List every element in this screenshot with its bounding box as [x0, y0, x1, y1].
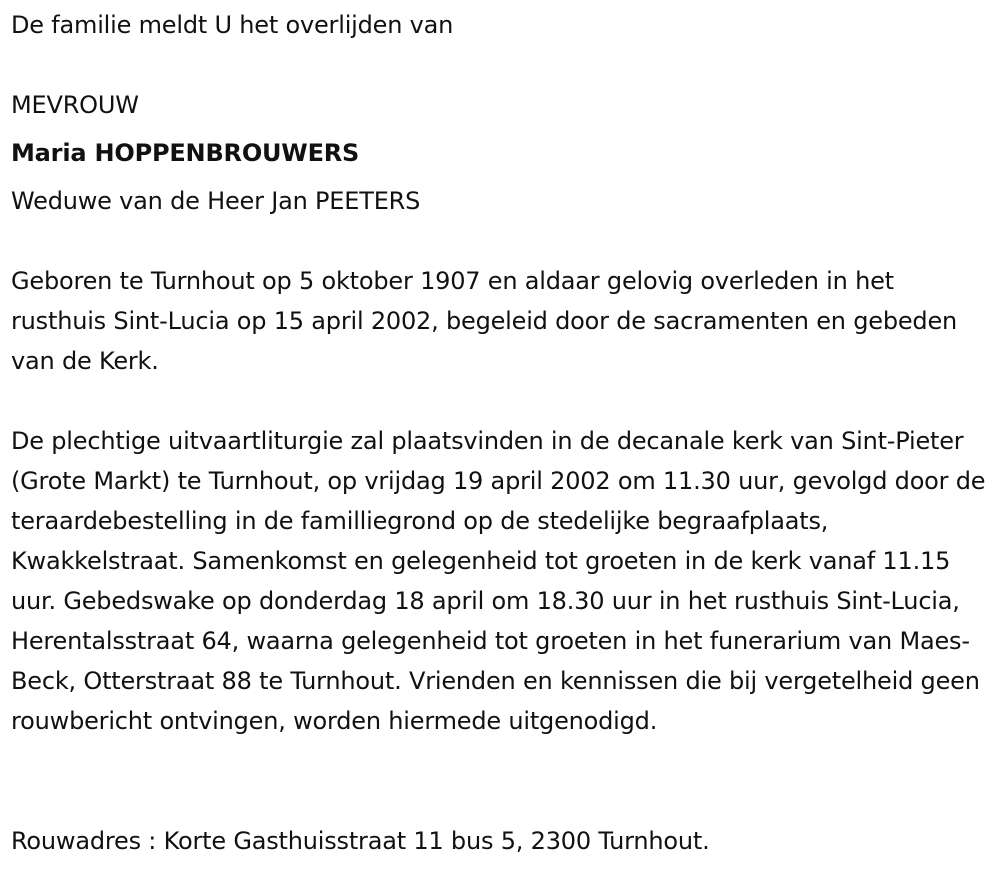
- birth-death-paragraph: Geboren te Turnhout op 5 oktober 1907 en aldaar gelovig overleden in het rusthuis Sint-Lucia op 15 april 2002, begeleid door de sacramenten en gebeden van de Kerk.: [11, 267, 958, 375]
- mourning-address: Rouwadres : Korte Gasthuisstraat 11 bus 5, 2300 Turnhout.: [11, 827, 710, 855]
- funeral-paragraph: De plechtige uitvaartliturgie zal plaatsvinden in de decanale kerk van Sint-Pieter (Grote Markt) te Turnhout, op vrijdag 19 april 2002 om 11.30 uur, gevolgd door de teraardebestelling in de familliegrond op de stedelijke begraafplaats, Kwakkelstraat. Samenkomst en gelegenheid tot groeten in de kerk vanaf 11.15 uur. Gebedswake op donderdag 18 april om 18.30 uur in het rusthuis Sint-Lucia, Herentalsstraat 64, waarna gelegenheid tot groeten in het funerarium van Maes-Beck, Otterstraat 88 te Turnhout. Vrienden en kennissen die bij vergetelheid geen rouwbericht ontvingen, worden hiermede uitgenodigd.: [11, 427, 986, 735]
- intro-line: De familie meldt U het overlijden van: [11, 11, 454, 39]
- relation-line: Weduwe van de Heer Jan PEETERS: [11, 187, 421, 215]
- honorific: MEVROUW: [11, 91, 139, 119]
- deceased-name: Maria HOPPENBROUWERS: [11, 139, 360, 167]
